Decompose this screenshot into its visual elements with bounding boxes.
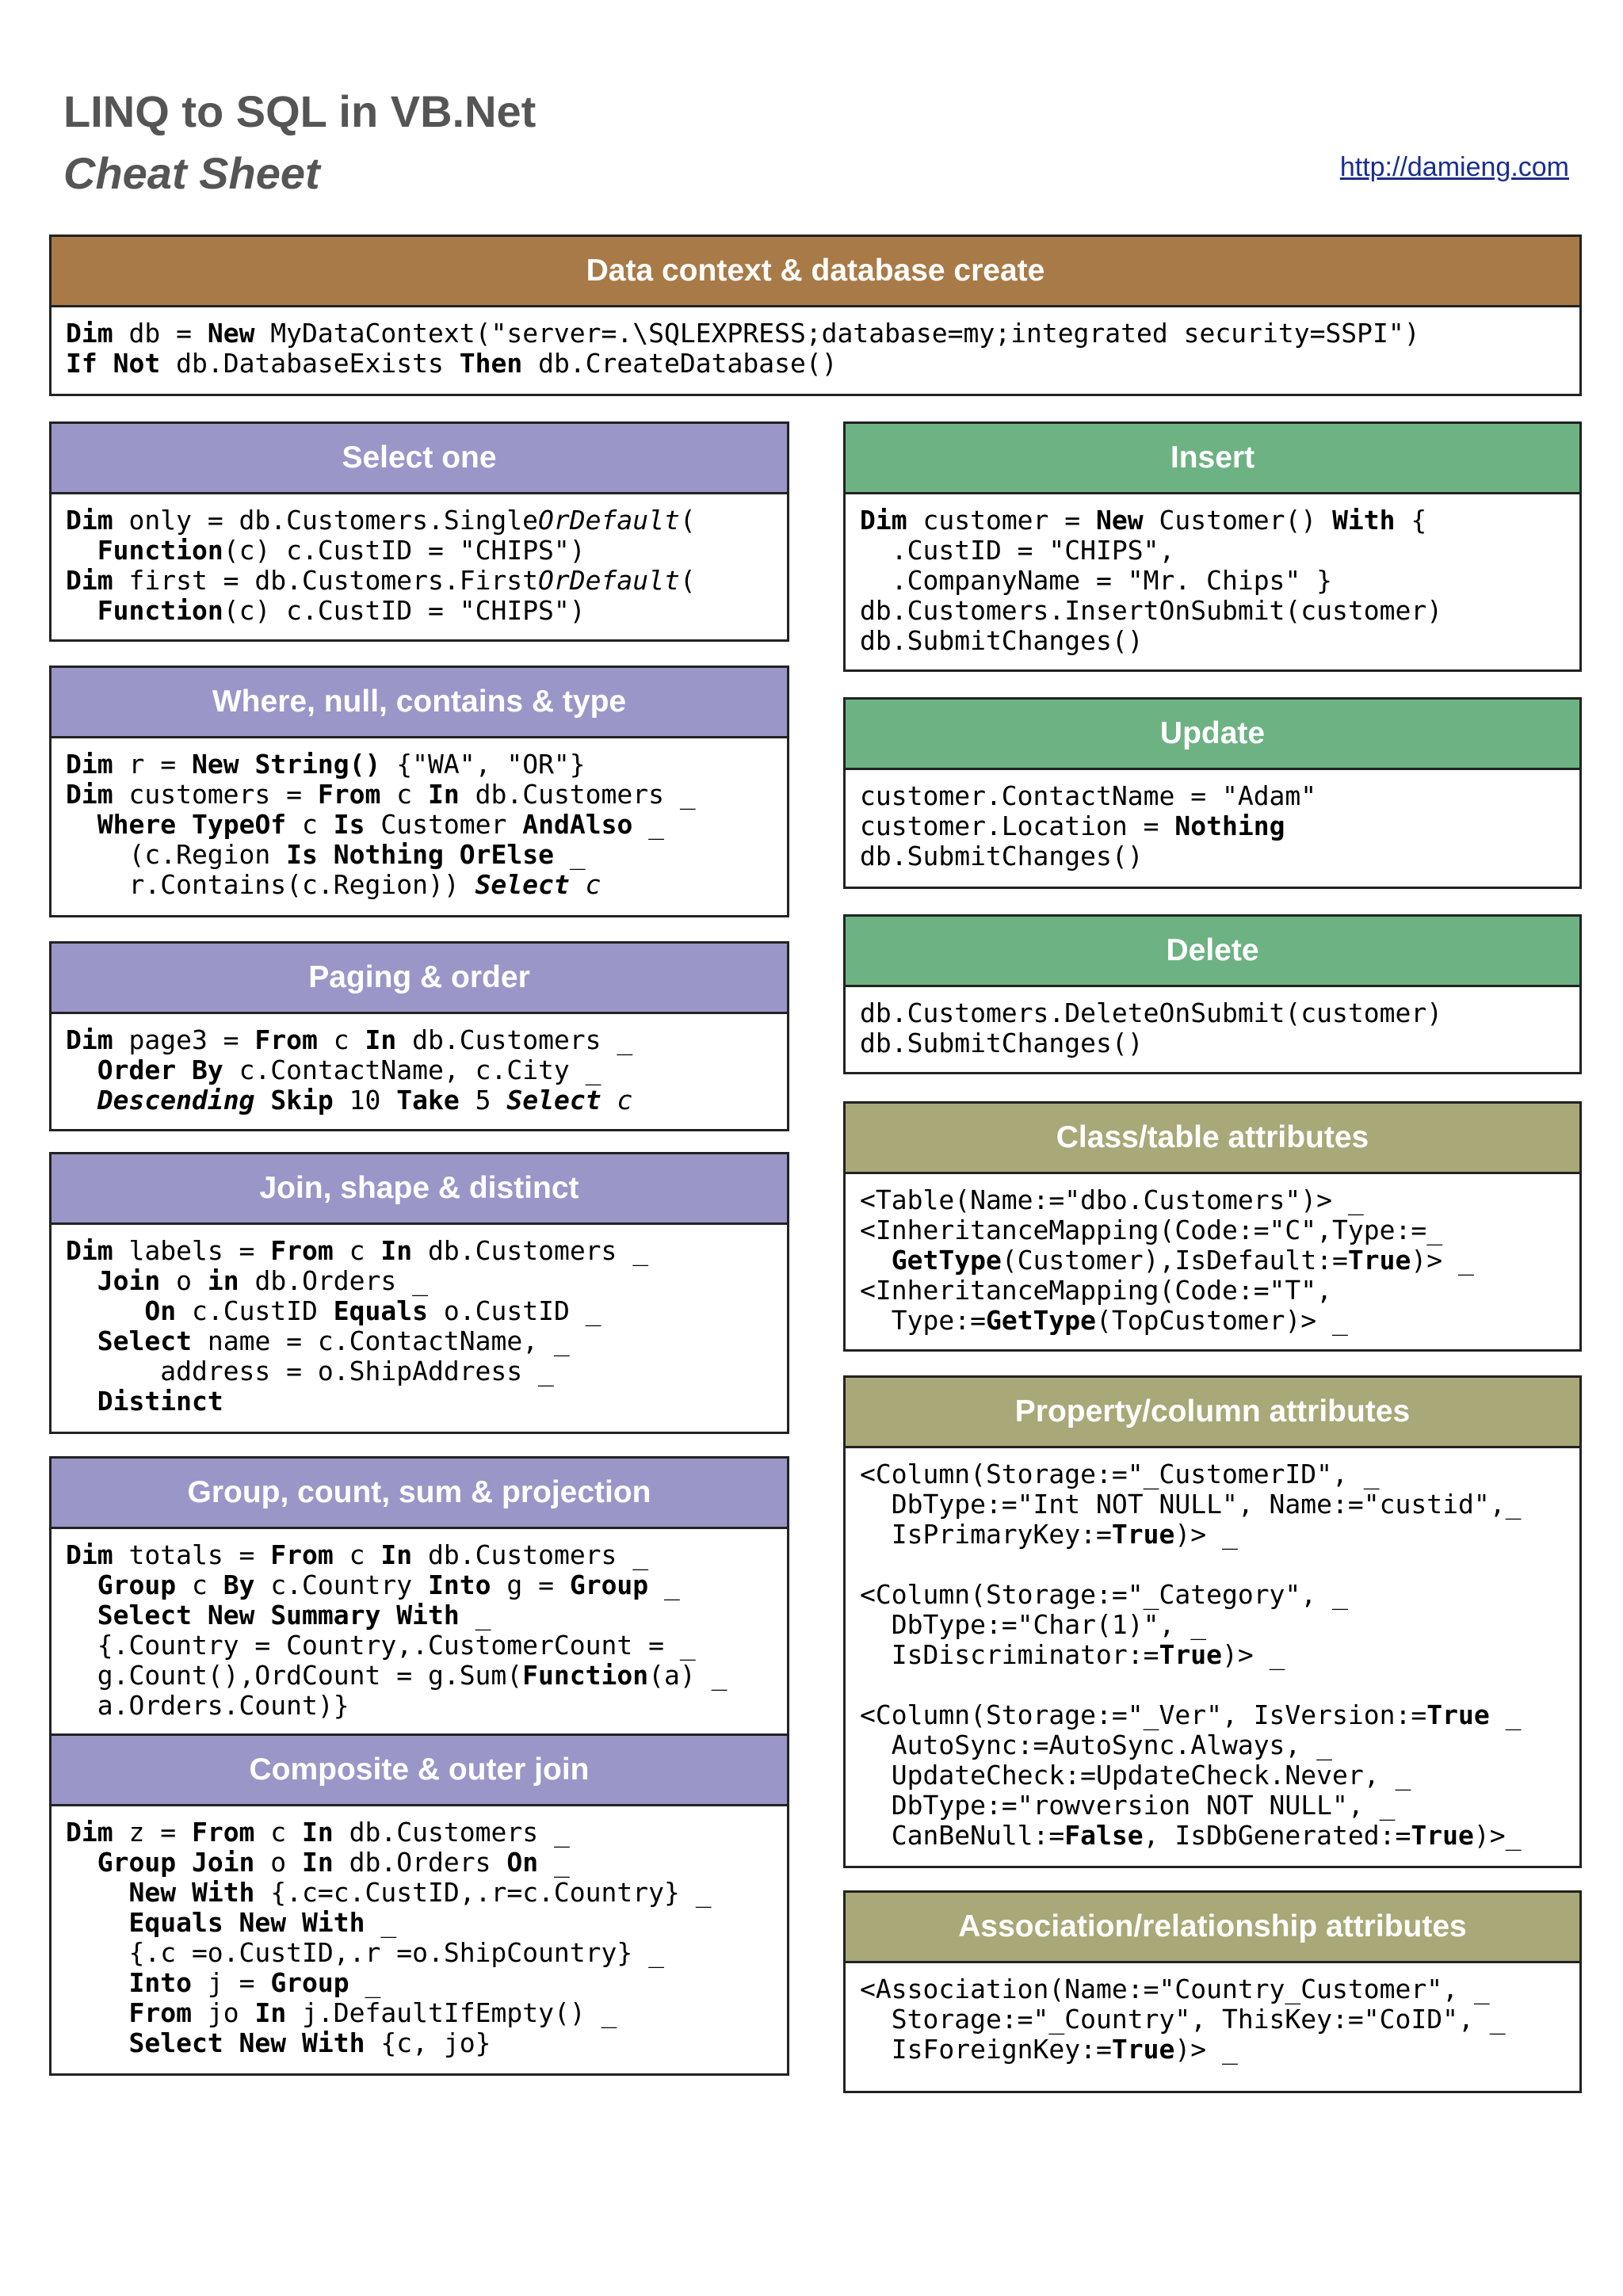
code-line: customer.ContactName = "Adam": [860, 780, 1317, 811]
page-title: LINQ to SQL in VB.Net: [63, 86, 537, 136]
code-line: <Column(Storage:="_Category", _: [860, 1579, 1348, 1610]
section-title: Join, shape & distinct: [52, 1154, 787, 1225]
code-line: Function(c) c.CustID = "CHIPS"): [97, 535, 586, 566]
code-line: Descending Skip 10 Take 5 Select c: [97, 1085, 633, 1116]
code-line: AutoSync:=AutoSync.Always, _: [860, 1730, 1333, 1760]
website-link[interactable]: http://damieng.com: [1339, 152, 1569, 182]
code-line: Dim first = db.Customers.FirstOrDefault(: [66, 565, 696, 596]
code-block: [52, 307, 1579, 379]
section-title: Composite & outer join: [52, 1736, 787, 1806]
code-block: [846, 1174, 1579, 1336]
code-line: DbType:="rowversion NOT NULL", _: [860, 1790, 1396, 1821]
section-title: Where, null, contains & type: [52, 668, 787, 738]
code-line: Type:=GetType(TopCustomer)> _: [860, 1305, 1348, 1336]
page-subtitle: Cheat Sheet: [63, 148, 320, 198]
code-line: Dim z = From c In db.Customers _: [66, 1817, 570, 1848]
code-line: {.Country = Country,.CustomerCount = _: [66, 1630, 696, 1661]
code-line: On c.CustID Equals o.CustID _: [144, 1295, 601, 1326]
code-line: (c.Region Is Nothing OrElse _: [66, 839, 586, 870]
code-line: From jo In j.DefaultIfEmpty() _: [128, 1997, 617, 2028]
code-line: .CompanyName = "Mr. Chips" }: [860, 565, 1333, 596]
code-line: <InheritanceMapping(Code:="T",: [860, 1275, 1333, 1306]
section-property-column-attributes: [843, 1375, 1582, 1868]
code-line: db.SubmitChanges(): [860, 841, 1144, 871]
section-update: [843, 697, 1582, 889]
code-line: <InheritanceMapping(Code:="C",Type:=_: [860, 1215, 1443, 1245]
code-line: <Column(Storage:="_CustomerID", _: [860, 1459, 1380, 1489]
code-line: Function(c) c.CustID = "CHIPS"): [97, 595, 586, 626]
code-line: Distinct: [97, 1386, 223, 1417]
code-line: [860, 1550, 1565, 1580]
code-block: [846, 770, 1579, 871]
section-group-count-sum: [49, 1456, 789, 1737]
code-line: Dim customer = New Customer() With {: [860, 505, 1427, 536]
code-line: db.Customers.DeleteOnSubmit(customer): [860, 997, 1443, 1028]
section-title: Association/relationship attributes: [846, 1893, 1579, 1963]
code-line: Into j = Group _: [128, 1967, 381, 1998]
code-line: Where TypeOf c Is Customer AndAlso _: [97, 809, 665, 840]
code-block: [52, 1529, 787, 1721]
section-title: Class/table attributes: [846, 1104, 1579, 1174]
code-line: Dim labels = From c In db.Customers _: [66, 1235, 649, 1266]
code-line: db.Customers.InsertOnSubmit(customer): [860, 595, 1443, 626]
code-line: Storage:="_Country", ThisKey:="CoID", _: [860, 2004, 1506, 2035]
code-line: a.Orders.Count)}: [66, 1690, 349, 1721]
code-block: [846, 1963, 1579, 2065]
section-title: Property/column attributes: [846, 1378, 1579, 1448]
code-block: [52, 738, 787, 900]
code-line: [860, 1670, 1565, 1700]
code-block: [52, 494, 787, 626]
section-data-context: [49, 235, 1582, 396]
code-line: Select name = c.ContactName, _: [97, 1325, 570, 1356]
code-line: db.SubmitChanges(): [860, 625, 1144, 656]
code-line: Equals New With _: [128, 1907, 397, 1938]
code-line: Select New Summary With _: [97, 1600, 491, 1630]
code-line: address = o.ShipAddress _: [66, 1356, 554, 1386]
code-line: New With {.c=c.CustID,.r=c.Country} _: [128, 1877, 712, 1908]
code-line: Join o in db.Orders _: [97, 1265, 429, 1296]
section-delete: [843, 914, 1582, 1074]
code-block: [846, 1448, 1579, 1851]
code-line: UpdateCheck:=UpdateCheck.Never, _: [860, 1760, 1411, 1791]
code-block: [846, 494, 1579, 656]
code-line: Group c By c.Country Into g = Group _: [97, 1569, 680, 1600]
code-line: IsForeignKey:=True)> _: [860, 2034, 1238, 2065]
section-title: Update: [846, 700, 1579, 770]
section-title: Paging & order: [52, 944, 787, 1014]
code-block: [52, 1014, 787, 1116]
section-where-null-contains-type: [49, 666, 789, 917]
code-line: Dim only = db.Customers.SingleOrDefault(: [66, 505, 696, 536]
section-class-table-attributes: [843, 1101, 1582, 1352]
code-line: CanBeNull:=False, IsDbGenerated:=True)>_: [860, 1820, 1522, 1851]
code-line: If Not db.DatabaseExists Then db.CreateDatabase(): [66, 348, 838, 379]
section-select-one: [49, 421, 789, 642]
code-line: r.Contains(c.Region)) Select c: [66, 869, 601, 900]
section-association-attributes: [843, 1890, 1582, 2093]
code-line: IsPrimaryKey:=True)> _: [860, 1519, 1238, 1550]
code-line: Dim page3 = From c In db.Customers _: [66, 1024, 633, 1055]
section-title: Delete: [846, 917, 1579, 987]
code-block: [52, 1806, 787, 2058]
section-paging-order: [49, 941, 789, 1131]
code-block: [846, 987, 1579, 1058]
code-line: Dim db = New MyDataContext("server=.\SQLEXPRESS;database=my;integrated security=SSPI"): [66, 318, 1420, 349]
section-join-shape-distinct: [49, 1152, 789, 1434]
code-line: <Column(Storage:="_Ver", IsVersion:=True _: [860, 1699, 1522, 1730]
code-line: Select New With {c, jo}: [128, 2027, 491, 2058]
section-composite-outer-join: [49, 1733, 789, 2076]
section-title: Group, count, sum & projection: [52, 1459, 787, 1529]
section-title: Data context & database create: [52, 237, 1579, 307]
code-line: GetType(Customer),IsDefault:=True)> _: [891, 1245, 1474, 1276]
code-line: Group Join o In db.Orders On _: [97, 1847, 570, 1878]
code-line: IsDiscriminator:=True)> _: [860, 1639, 1285, 1670]
code-line: Dim customers = From c In db.Customers _: [66, 779, 696, 810]
code-line: Order By c.ContactName, c.City _: [97, 1055, 601, 1085]
code-line: DbType:="Int NOT NULL", Name:="custid",_: [860, 1489, 1522, 1520]
code-block: [52, 1225, 787, 1417]
code-line: db.SubmitChanges(): [860, 1028, 1144, 1058]
code-line: customer.Location = Nothing: [860, 810, 1285, 841]
code-line: <Association(Name:="Country_Customer", _: [860, 1974, 1490, 2004]
code-line: {.c =o.CustID,.r =o.ShipCountry} _: [66, 1937, 664, 1968]
code-line: Dim r = New String() {"WA", "OR"}: [66, 749, 586, 780]
section-title: Select one: [52, 424, 787, 494]
code-line: <Table(Name:="dbo.Customers")> _: [860, 1184, 1364, 1215]
code-line: .CustID = "CHIPS",: [860, 535, 1175, 566]
code-line: DbType:="Char(1)", _: [860, 1609, 1207, 1640]
code-line: g.Count(),OrdCount = g.Sum(Function(a) _: [66, 1660, 727, 1691]
section-title: Insert: [846, 424, 1579, 494]
section-insert: [843, 421, 1582, 672]
code-line: Dim totals = From c In db.Customers _: [66, 1539, 649, 1570]
